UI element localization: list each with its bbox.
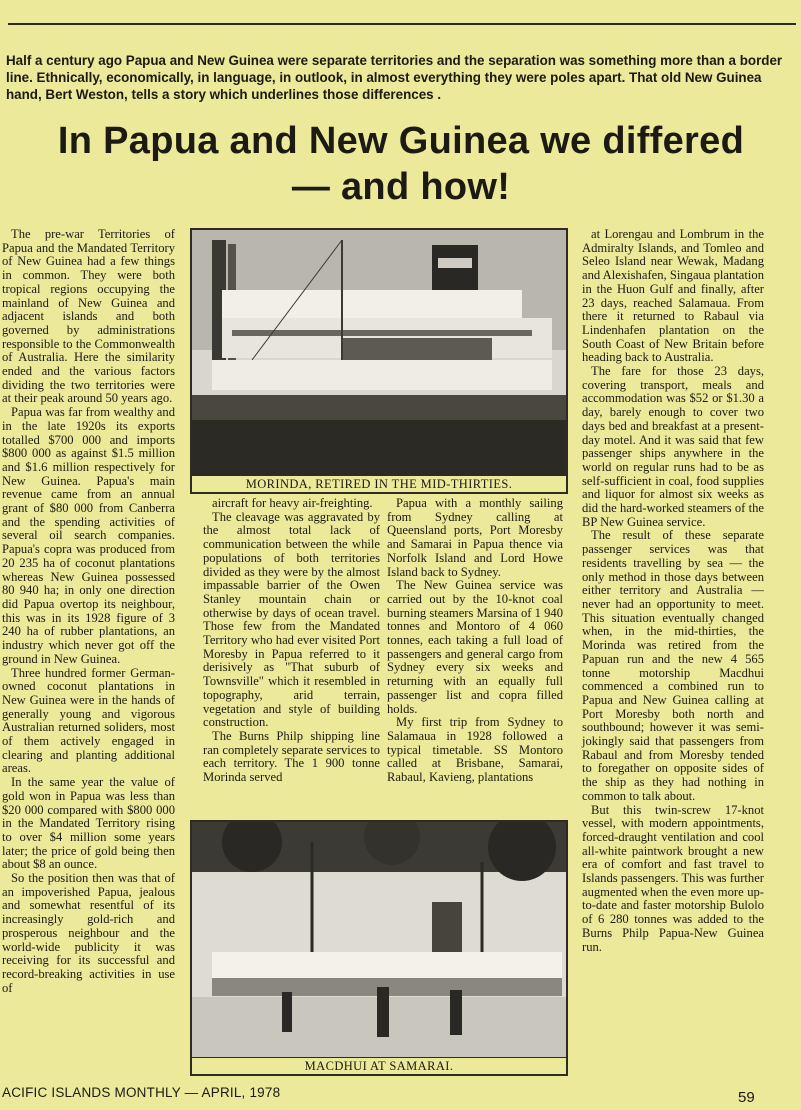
column-4 [582, 228, 764, 954]
photo-morinda [190, 228, 568, 494]
paragraph: The fare for those 23 days, covering transport, meals and accommodation was $52 or $1.30 a day, barely enough to cover two days bed and breakfast at a present-day motel. And it was said that few passenger ships anywhere in the world on regular runs had to be as self-sufficient in coal, food supplies and liquor for almost six weeks as did the hard-worked steamers of the BP New Guinea service. [582, 364, 764, 529]
paragraph: Papua was far from wealthy and in the late 1920s its exports totalled $700 000 and imports $800 000 as against $1.5 million and $1.6 million respectively for New Guinea. Papua's main revenue came from an annual grant of $80 000 from Canberra and the spending activities of several oil search companies. Papua's copra was produced from 20 235 ha of coconut plantations whereas New Guinea possessed 80 940 ha; in only one direction did Papua overtop its neighbour, this was in its 1928 figure of 3 240 ha of rubber plantations, an industry which never got off the ground in New Guinea. [2, 405, 175, 666]
paragraph: The pre-war Territories of Papua and the Mandated Territory of New Guinea had a few things in common. They were both tropical regions occupying the mainland of New Guinea and adjacent islands and both governed by administrations responsible to the Commonwealth of Australia. Here the similarity ended and the various factors dividing the two territories were at their peak around 50 years ago. [2, 227, 175, 406]
intro-standfirst: Half a century ago Papua and New Guinea were separate territories and the separation was something more than a border line. Ethnically, economically, in language, in outlook, in almost everything they were poles apart. That old New Guinea hand, Bert Weston, tells a story which underlines those differences . [6, 53, 783, 102]
paragraph: Three hundred former German-owned coconut plantations in New Guinea were in the hands of generally young and vigorous Australian returned soliders, most of them actively engaged in clearing and planting additional areas. [2, 665, 175, 776]
paragraph: The New Guinea service was carried out by the 10-knot coal burning steamers Marsina of 1 940 tonnes and Montoro of 4 060 tonnes, each taking a full load of passengers and general cargo from Sydney every six weeks and returning with an equally full passenger list and copra filled holds. [387, 578, 563, 716]
article-headline [6, 118, 796, 210]
photo-macdhui [190, 820, 568, 1076]
column-1 [2, 228, 175, 995]
publication-footer: ACIFIC ISLANDS MONTHLY — APRIL, 1978 [2, 1085, 281, 1100]
photo-caption: MORINDA, RETIRED IN THE MID-THIRTIES. [192, 475, 566, 492]
paragraph: aircraft for heavy air-freighting. [212, 496, 373, 510]
paragraph: at Lorengau and Lombrum in the Admiralty Islands, and Tomleo and Seleo Island near Wewak, Madang and Alexishafen, Singaua plantation in the Huon Gulf and finally, after 23 days, reached Salamaua. From there it returned to Rabaul via Lindenhafen plantation on the South Coast of New Britain before heading back to Australia. [582, 227, 764, 365]
column-2 [203, 497, 380, 785]
paragraph: The result of these separate passenger services was that residents travelling by sea — the only method in those days between either territory and Australia — never had an opportunity to meet. This situation eventually changed when, in the mid-thirties, the Morinda was retired from the Papuan run and the new 4 565 tonne motorship Macdhui commenced a combined run to Papua and New Guinea calling at Port Moresby both north and southbound; however it was semi-jokingly said that passengers from Rabaul and from Moresby tended to foregather on opposite sides of the ship as they had nothing in common to talk about. [582, 528, 764, 803]
top-rule [8, 23, 796, 25]
photo-caption: MACDHUI AT SAMARAI. [192, 1057, 566, 1074]
paragraph: The Burns Philp shipping line ran completely separate services to each territory. The 1 900 tonne Morinda served [203, 728, 380, 785]
page-number: 59 [738, 1089, 755, 1106]
headline-line-1: In Papua and New Guinea we differed [57, 120, 745, 162]
headline-line-2: — and how! [291, 166, 511, 208]
paragraph: In the same year the value of gold won in Papua was less than $20 000 compared with $800 000 in the Mandated Territory rising to over $4 million some years later; the price of gold being then about $8 an ounce. [2, 775, 175, 872]
column-3 [387, 497, 563, 785]
paragraph: But this twin-screw 17-knot vessel, with modern appointments, forced-draught ventilation and cool all-white paintwork brought a new era of comfort and fast travel to Islands passengers. This was further augmented when the even more up-to-date and faster motorship Bulolo of 6 280 tonnes was added to the Burns Philp Papua-New Guinea run. [582, 802, 764, 954]
ship-morinda-image [192, 230, 566, 476]
paragraph: My first trip from Sydney to Salamaua in 1928 followed a typical timetable. SS Montoro called at Brisbane, Samarai, Rabaul, Kavieng, plantations [387, 715, 563, 785]
paragraph: The cleavage was aggravated by the almost total lack of communication between the while populations of both territories divided as they were by the almost impassable barrier of the Owen Stanley mountain chain or otherwise by days of ocean travel. Those few from the Mandated Territory who had ever visited Port Moresby in Papua referred to it derisively as "That suburb of Townsville" which it resembled in topography, arid terrain, vegetation and style of building construction. [203, 509, 380, 730]
paragraph: Papua with a monthly sailing from Sydney calling at Queensland ports, Port Moresby and Samarai in Papua thence via Norfolk Island and Lord Howe Island back to Sydney. [387, 496, 563, 579]
paragraph: So the position then was that of an impoverished Papua, jealous and somewhat resentful of its increasingly gold-rich and prosperous neighbour and the world-wide publicity it was receiving for its successful and record-breaking activities in use of [2, 871, 175, 995]
ship-macdhui-image [192, 822, 566, 1058]
